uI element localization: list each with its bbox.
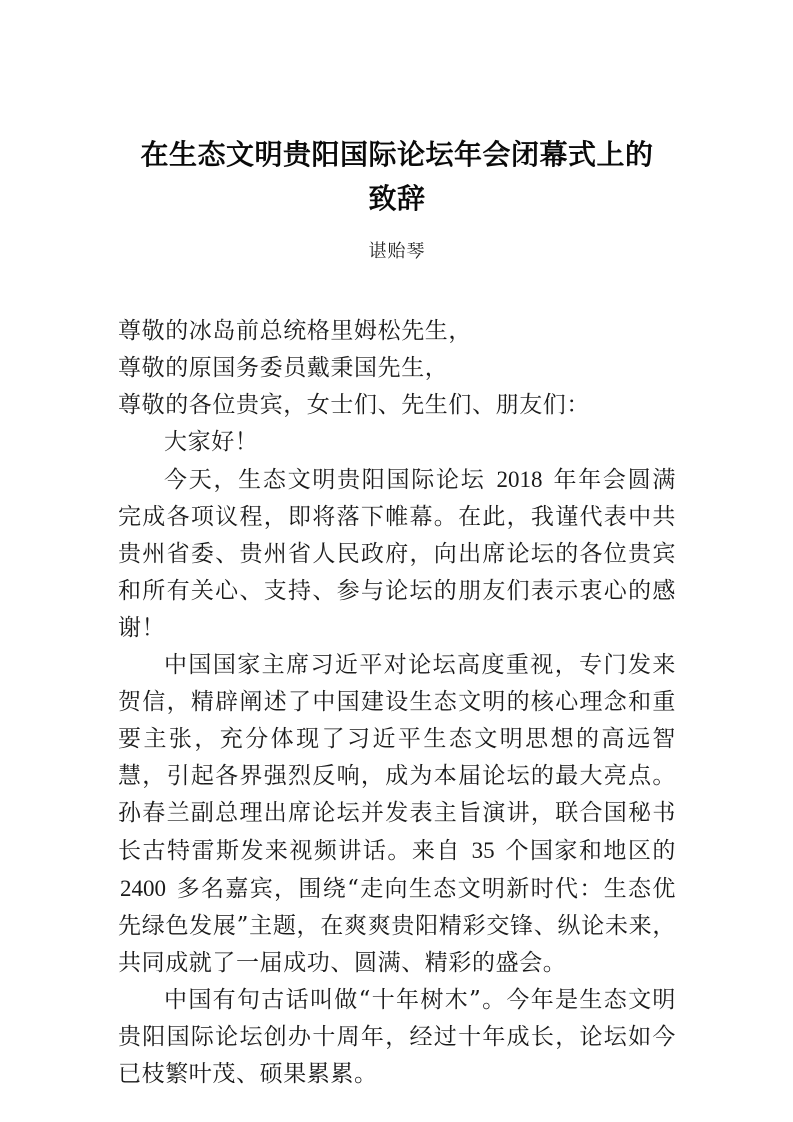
page-title xyxy=(118,0,676,221)
body-paragraph: 中国有句古话叫做“十年树木”。今年是生态文明贵阳国际论坛创办十周年，经过十年成长，论坛如今已枝繁叶茂、硕果累累。 xyxy=(118,987,676,1087)
salutation-line: 尊敬的各位贵宾，女士们、先生们、朋友们： xyxy=(118,392,590,418)
salutation-line: 尊敬的原国务委员戴秉国先生， xyxy=(118,355,449,381)
page-title-line-1: 在生态文明贵阳国际论坛年会闭幕式上的 xyxy=(140,138,654,171)
body-paragraphs xyxy=(118,424,676,1093)
inline-number: 2018 xyxy=(496,467,543,492)
document-body xyxy=(118,265,676,1093)
salutation-line: 尊敬的冰岛前总统格里姆松先生， xyxy=(118,318,472,344)
inline-number: 35 xyxy=(471,838,495,863)
inline-number: 2400 xyxy=(120,876,166,901)
document-author: 谌贻琴 xyxy=(368,241,426,262)
body-paragraph: 大家好！ xyxy=(164,429,259,455)
body-paragraph: 今天，生态文明贵阳国际论坛 2018 年年会圆满完成各项议程，即将落下帷幕。在此，我谨代表中共贵州省委、贵州省人民政府，向出席论坛的各位贵宾和所有关心、支持、参与论坛的朋友们表示衷心的感谢！ xyxy=(118,467,676,641)
page-title-line-2: 致辞 xyxy=(368,182,426,215)
body-paragraph: 中国国家主席习近平对论坛高度重视，专门发来贺信，精辟阐述了中国建设生态文明的核心理念和重要主张，充分体现了习近平生态文明思想的高远智慧，引起各界强烈反响，成为本届论坛的最大亮点。孙春兰副总理出席论坛并发表主旨演讲，联合国秘书长古特雷斯发来视频讲话。来自 35 个国家和地区的 2400 多名嘉宾，围绕“走向生态文明新时代：生态优先绿色发展”主题，在爽爽贵阳精彩交锋、纵论未来，共同成就了一届成功、圆满、精彩的盛会。 xyxy=(118,652,676,976)
document-content xyxy=(118,0,676,1093)
